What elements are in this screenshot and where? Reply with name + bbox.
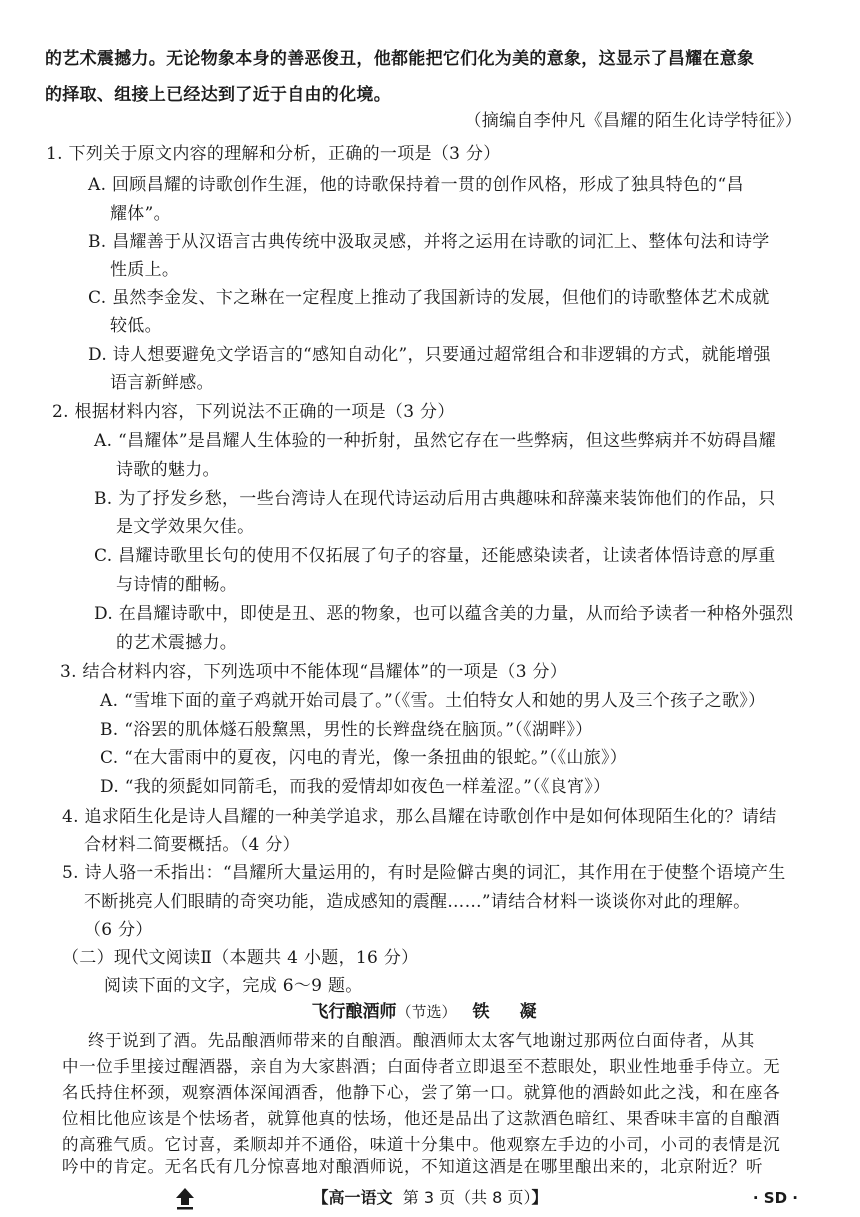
article-line-2: 中一位手里接过醒酒器，亲自为大家斟酒；白面侍者立即退至不惹眼处，职业性地垂手侍立。无 — [62, 1057, 781, 1076]
q2-option-c-cont: 与诗情的酣畅。 — [116, 575, 238, 595]
q2-option-d-cont: 的艺术震撼力。 — [116, 633, 238, 653]
page-footer — [0, 1183, 860, 1213]
q1-option-b: B. 昌耀善于从汉语言古典传统中汲取灵感，并将之运用在诗歌的词汇上、整体句法和诗学 — [88, 232, 770, 252]
q5-line-3: （6 分） — [84, 920, 153, 940]
article-note: （节选） — [396, 1003, 457, 1021]
q3-option-d: D. “我的须髭如同箭毛，而我的爱情却如夜色一样羞涩。”（《良宵》） — [100, 777, 611, 797]
q2-option-d: D. 在昌耀诗歌中，即使是丑、恶的物象，也可以蕴含美的力量，从而给予读者一种格外强烈 — [94, 604, 794, 624]
q1-option-c: C. 虽然李金发、卞之琳在一定程度上推动了我国新诗的发展，但他们的诗歌整体艺术成就 — [88, 288, 770, 308]
q4-line-1: 4. 追求陌生化是诗人昌耀的一种美学追求，那么昌耀在诗歌创作中是如何体现陌生化的？请结 — [62, 807, 777, 827]
footer-subject: 高一语文 — [328, 1188, 393, 1207]
article-title: 飞行酿酒师 — [311, 1002, 397, 1022]
q3-option-c: C. “在大雷雨中的夏夜，闪电的青光，像一条扭曲的银蛇。”（《山旅》） — [100, 748, 628, 768]
footer-page-number: 第 3 页（共 8 页） — [402, 1188, 532, 1207]
q1-stem: 1. 下列关于原文内容的理解和分析，正确的一项是（3 分） — [46, 144, 501, 164]
q1-option-a: A. 回顾昌耀的诗歌创作生涯，他的诗歌保持着一贯的创作风格，形成了独具特色的“昌 — [88, 175, 744, 195]
q5-line-1: 5. 诗人骆一禾指出：“昌耀所大量运用的，有时是险僻古奥的词汇，其作用在于使整个语境产生 — [62, 863, 786, 883]
article-title-line — [0, 997, 860, 1027]
q2-option-b-cont: 是文学效果欠佳。 — [116, 517, 255, 537]
q2-option-b: B. 为了抒发乡愁，一些台湾诗人在现代诗运动后用古典趣味和辞藻来装饰他们的作品，只 — [94, 489, 776, 509]
footer-page-info: 【高一语文 第 3 页（共 8 页）】 — [312, 1188, 548, 1207]
article-author: 铁 凝 — [472, 1002, 549, 1022]
q2-option-a: A. “昌耀体”是昌耀人生体验的一种折射，虽然它存在一些弊病，但这些弊病并不妨碍昌耀 — [94, 431, 777, 451]
q3-option-b: B. “浴罢的肌体燧石般黧黑，男性的长辫盘绕在脑顶。”（《湖畔》） — [100, 720, 593, 740]
q1-option-d: D. 诗人想要避免文学语言的“感知自动化”，只要通过超常组合和非逻辑的方式，就能增强 — [88, 345, 771, 365]
q1-option-b-cont: 性质上。 — [110, 260, 180, 280]
section-heading: （二）现代文阅读Ⅱ（本题共 4 小题，16 分） — [62, 948, 419, 968]
article-line-1: 终于说到了酒。先品酿酒师带来的自酿酒。酿酒师太太客气地谢过那两位白面侍者，从其 — [88, 1031, 755, 1050]
q1-option-a-cont: 耀体”。 — [110, 204, 171, 224]
q5-line-2: 不断挑亮人们眼睛的奇突功能，造成感知的震醒……”请结合材料一谈谈你对此的理解。 — [84, 892, 751, 912]
article-line-4: 位相比他应该是个怯场者，就算他真的怯场，他还是品出了这款酒色暗红、果香味丰富的自酿酒 — [62, 1109, 781, 1128]
footer-code: · SD · — [752, 1189, 798, 1207]
q2-option-c: C. 昌耀诗歌里长句的使用不仅拓展了句子的容量，还能感染读者，让读者体悟诗意的厚重 — [94, 546, 776, 566]
q2-stem: 2. 根据材料内容，下列说法不正确的一项是（3 分） — [52, 402, 455, 422]
q3-option-a: A. “雪堆下面的童子鸡就开始司晨了。”（《雪。土伯特女人和她的男人及三个孩子之歌》） — [100, 691, 766, 711]
q2-option-a-cont: 诗歌的魅力。 — [116, 460, 220, 480]
intro-line-1: 的艺术震撼力。无论物象本身的善恶俊丑，他都能把它们化为美的意象，这显示了昌耀在意象 — [45, 49, 755, 69]
q1-option-c-cont: 较低。 — [110, 316, 162, 336]
section-instruction: 阅读下面的文字，完成 6～9 题。 — [104, 976, 363, 996]
article-line-6: 吟中的肯定。无名氏有几分惊喜地对酿酒师说，不知道这酒是在哪里酿出来的，北京附近？听 — [62, 1157, 764, 1176]
source-citation: （摘编自李仲凡《昌耀的陌生化诗学特征》） — [464, 111, 802, 131]
article-line-5: 的高雅气质。它讨喜，柔顺却并不通俗，味道十分集中。他观察左手边的小司，小司的表情是沉 — [62, 1135, 781, 1154]
q1-option-d-cont: 语言新鲜感。 — [110, 373, 214, 393]
article-line-3: 名氏持住杯颈，观察酒体深闻酒香，他静下心，尝了第一口。就算他的酒龄如此之浅，和在座各 — [62, 1083, 781, 1102]
q4-line-2: 合材料二简要概括。（4 分） — [84, 835, 300, 855]
intro-line-2: 的择取、组接上已经达到了近于自由的化境。 — [45, 85, 391, 105]
q3-stem: 3. 结合材料内容，下列选项中不能体现“昌耀体”的一项是（3 分） — [60, 662, 568, 682]
